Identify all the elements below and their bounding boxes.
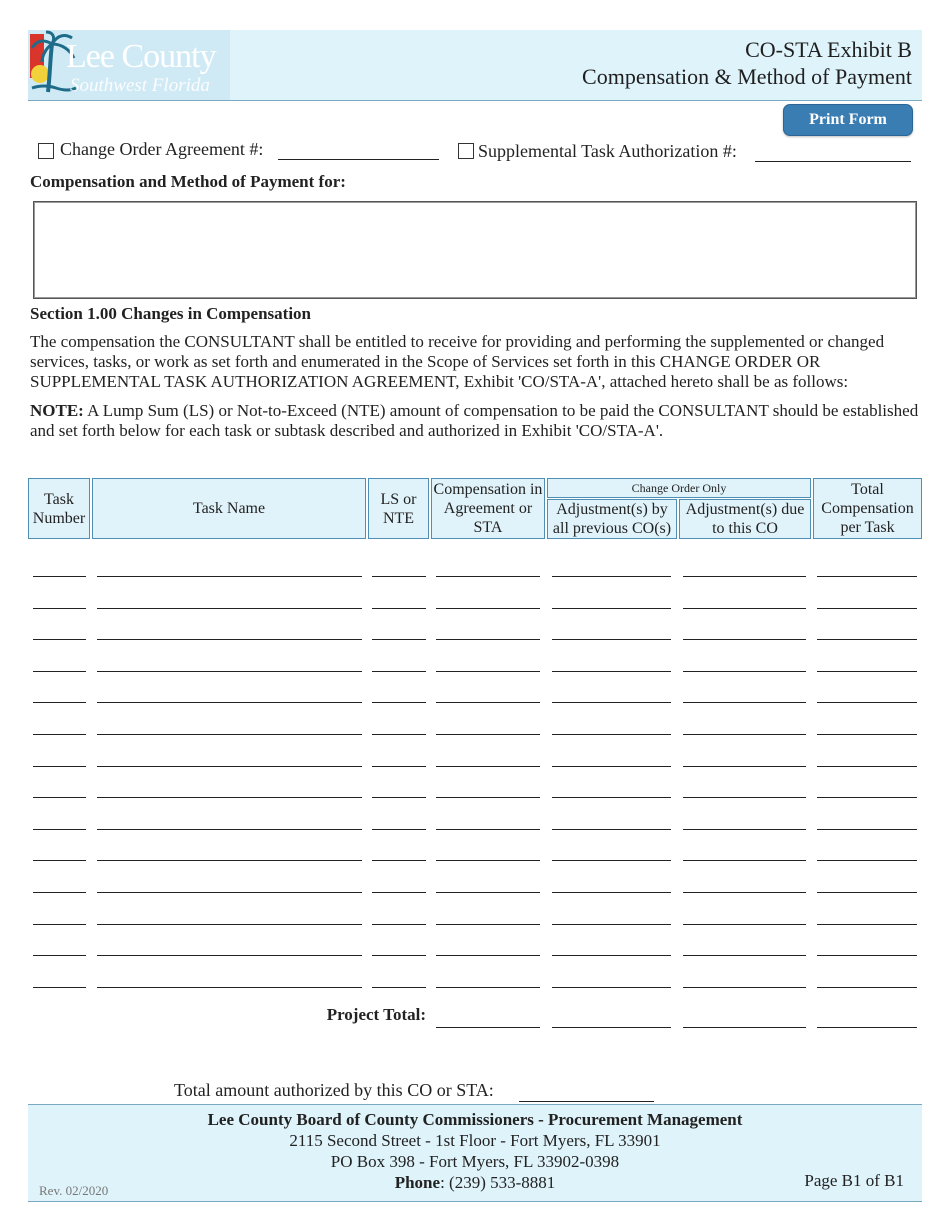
ls-nte-field[interactable] — [372, 576, 426, 577]
total-field[interactable] — [817, 671, 917, 672]
header-task-name: Task Name — [92, 478, 366, 539]
print-form-button[interactable]: Print Form — [783, 104, 913, 136]
ls-nte-field[interactable] — [372, 702, 426, 703]
adjustment-this-field[interactable] — [683, 608, 806, 609]
task-name-field[interactable] — [97, 797, 362, 798]
revision-date: Rev. 02/2020 — [39, 1183, 109, 1198]
task-name-field[interactable] — [97, 987, 362, 988]
compensation-field[interactable] — [436, 829, 540, 830]
total-field[interactable] — [817, 639, 917, 640]
total-field[interactable] — [817, 924, 917, 925]
adjustment-previous-field[interactable] — [552, 766, 671, 767]
note-paragraph — [30, 401, 925, 441]
compensation-field[interactable] — [436, 924, 540, 925]
project-total-label: Project Total: — [326, 1005, 426, 1024]
adjustment-this-field[interactable] — [683, 734, 806, 735]
adjustment-this-field[interactable] — [683, 829, 806, 830]
compensation-field[interactable] — [436, 955, 540, 956]
purpose-textarea[interactable] — [33, 201, 917, 299]
header-change-order-only: Change Order Only — [547, 478, 811, 498]
footer-org: Lee County Board of County Commissioners - Procurement Management — [207, 1110, 743, 1129]
task-number-field[interactable] — [33, 734, 86, 735]
total-field[interactable] — [817, 608, 917, 609]
section-heading: Section 1.00 Changes in Compensation — [30, 304, 312, 323]
adjustment-this-field[interactable] — [683, 892, 806, 893]
task-name-field[interactable] — [97, 860, 362, 861]
ls-nte-field[interactable] — [372, 924, 426, 925]
adjustment-this-field[interactable] — [683, 955, 806, 956]
phone-number: : (239) 533-8881 — [440, 1173, 556, 1192]
authorized-amount-field[interactable] — [519, 1083, 654, 1102]
change-order-label: Change Order Agreement #: — [60, 139, 264, 159]
task-number-field[interactable] — [33, 639, 86, 640]
task-number-field[interactable] — [33, 987, 86, 988]
lee-county-logo — [28, 30, 230, 100]
task-name-field[interactable] — [97, 639, 362, 640]
adjustment-this-field[interactable] — [683, 987, 806, 988]
ls-nte-field[interactable] — [372, 608, 426, 609]
sta-checkbox[interactable] — [458, 143, 474, 159]
ls-nte-field[interactable] — [372, 829, 426, 830]
compensation-field[interactable] — [436, 734, 540, 735]
phone-label: Phone — [394, 1173, 441, 1192]
adjustment-previous-field[interactable] — [552, 734, 671, 735]
task-name-field[interactable] — [97, 955, 362, 956]
compensation-field[interactable] — [436, 797, 540, 798]
total-field[interactable] — [817, 987, 917, 988]
adjustment-previous-field[interactable] — [552, 797, 671, 798]
task-number-field[interactable] — [33, 702, 86, 703]
task-number-field[interactable] — [33, 829, 86, 830]
total-field[interactable] — [817, 797, 917, 798]
header-adjustment-this: Adjustment(s) due to this CO — [679, 499, 811, 539]
task-number-field[interactable] — [33, 797, 86, 798]
task-name-field[interactable] — [97, 702, 362, 703]
project-total-compensation-field[interactable] — [436, 1027, 540, 1028]
header-total: Total Compensation per Task — [813, 478, 922, 539]
ls-nte-field[interactable] — [372, 766, 426, 767]
ls-nte-field[interactable] — [372, 860, 426, 861]
ls-nte-field[interactable] — [372, 734, 426, 735]
document-title — [582, 36, 912, 90]
project-total-adjustment-this-field[interactable] — [683, 1027, 806, 1028]
adjustment-this-field[interactable] — [683, 576, 806, 577]
form-title: Compensation & Method of Payment — [582, 64, 912, 89]
ls-nte-field[interactable] — [372, 797, 426, 798]
task-number-field[interactable] — [33, 608, 86, 609]
task-number-field[interactable] — [33, 860, 86, 861]
total-field[interactable] — [817, 702, 917, 703]
task-name-field[interactable] — [97, 671, 362, 672]
ls-nte-field[interactable] — [372, 987, 426, 988]
task-number-field[interactable] — [33, 671, 86, 672]
total-field[interactable] — [817, 576, 917, 577]
adjustment-previous-field[interactable] — [552, 924, 671, 925]
sta-number-field[interactable] — [755, 143, 911, 162]
adjustment-this-field[interactable] — [683, 924, 806, 925]
compensation-field[interactable] — [436, 702, 540, 703]
project-total-adjustment-previous-field[interactable] — [552, 1027, 671, 1028]
task-number-field[interactable] — [33, 892, 86, 893]
exhibit-label: CO-STA Exhibit B — [745, 37, 912, 62]
note-text: A Lump Sum (LS) or Not-to-Exceed (NTE) amount of compensation to be paid the CONSULTANT should be established and set forth below for each task or subtask described and authorized in Exhibit 'CO/STA-A'. — [30, 401, 919, 440]
task-name-field[interactable] — [97, 608, 362, 609]
footer-address1: 2115 Second Street - 1st Floor - Fort Myers, FL 33901 — [289, 1131, 661, 1150]
task-name-field[interactable] — [97, 892, 362, 893]
logo-name: Lee County — [66, 38, 216, 75]
total-field[interactable] — [817, 955, 917, 956]
total-field[interactable] — [817, 734, 917, 735]
ls-nte-field[interactable] — [372, 639, 426, 640]
task-name-field[interactable] — [97, 576, 362, 577]
section-paragraph: The compensation the CONSULTANT shall be entitled to receive for providing and performing the supplemented or changed services, tasks, or work as set forth and enumerated in the Scope of Services set forth in this CHANGE ORDER OR SUPPLEMENTAL TASK AUTHORIZATION AGREEMENT, Exhibit 'CO/STA-A', attached hereto shall be as follows: — [30, 332, 885, 391]
total-field[interactable] — [817, 860, 917, 861]
compensation-field[interactable] — [436, 892, 540, 893]
adjustment-previous-field[interactable] — [552, 576, 671, 577]
compensation-field[interactable] — [436, 639, 540, 640]
adjustment-this-field[interactable] — [683, 766, 806, 767]
task-number-field[interactable] — [33, 955, 86, 956]
purpose-label: Compensation and Method of Payment for: — [30, 172, 346, 191]
adjustment-this-field[interactable] — [683, 702, 806, 703]
change-order-number-field[interactable] — [278, 141, 439, 160]
task-number-field[interactable] — [33, 766, 86, 767]
header-adjustment-previous: Adjustment(s) by all previous CO(s) — [547, 499, 677, 539]
compensation-field[interactable] — [436, 608, 540, 609]
project-total-total-field[interactable] — [817, 1027, 917, 1028]
task-name-field[interactable] — [97, 829, 362, 830]
compensation-field[interactable] — [436, 766, 540, 767]
total-field[interactable] — [817, 766, 917, 767]
compensation-field[interactable] — [436, 860, 540, 861]
header-compensation: Compensation in Agreement or STA — [431, 478, 545, 539]
header-ls-nte: LS or NTE — [368, 478, 429, 539]
adjustment-previous-field[interactable] — [552, 639, 671, 640]
adjustment-previous-field[interactable] — [552, 829, 671, 830]
adjustment-previous-field[interactable] — [552, 955, 671, 956]
task-number-field[interactable] — [33, 576, 86, 577]
adjustment-this-field[interactable] — [683, 797, 806, 798]
adjustment-previous-field[interactable] — [552, 860, 671, 861]
note-label: NOTE: — [30, 401, 84, 420]
adjustment-previous-field[interactable] — [552, 987, 671, 988]
adjustment-previous-field[interactable] — [552, 671, 671, 672]
adjustment-previous-field[interactable] — [552, 702, 671, 703]
adjustment-this-field[interactable] — [683, 860, 806, 861]
compensation-field[interactable] — [436, 987, 540, 988]
logo-tagline: Southwest Florida — [70, 75, 210, 96]
ls-nte-field[interactable] — [372, 671, 426, 672]
adjustment-previous-field[interactable] — [552, 608, 671, 609]
adjustment-this-field[interactable] — [683, 671, 806, 672]
task-name-field[interactable] — [97, 734, 362, 735]
ls-nte-field[interactable] — [372, 892, 426, 893]
compensation-field[interactable] — [436, 671, 540, 672]
sta-label: Supplemental Task Authorization #: — [478, 141, 737, 161]
header-task-number: Task Number — [28, 478, 90, 539]
page-number: Page B1 of B1 — [804, 1171, 904, 1190]
total-field[interactable] — [817, 892, 917, 893]
compensation-field[interactable] — [436, 576, 540, 577]
task-number-field[interactable] — [33, 924, 86, 925]
adjustment-previous-field[interactable] — [552, 892, 671, 893]
ls-nte-field[interactable] — [372, 955, 426, 956]
footer-address2: PO Box 398 - Fort Myers, FL 33902-0398 — [330, 1152, 620, 1171]
change-order-checkbox[interactable] — [38, 143, 54, 159]
total-field[interactable] — [817, 829, 917, 830]
authorized-label: Total amount authorized by this CO or STA: — [174, 1080, 494, 1100]
adjustment-this-field[interactable] — [683, 639, 806, 640]
task-name-field[interactable] — [97, 924, 362, 925]
task-name-field[interactable] — [97, 766, 362, 767]
